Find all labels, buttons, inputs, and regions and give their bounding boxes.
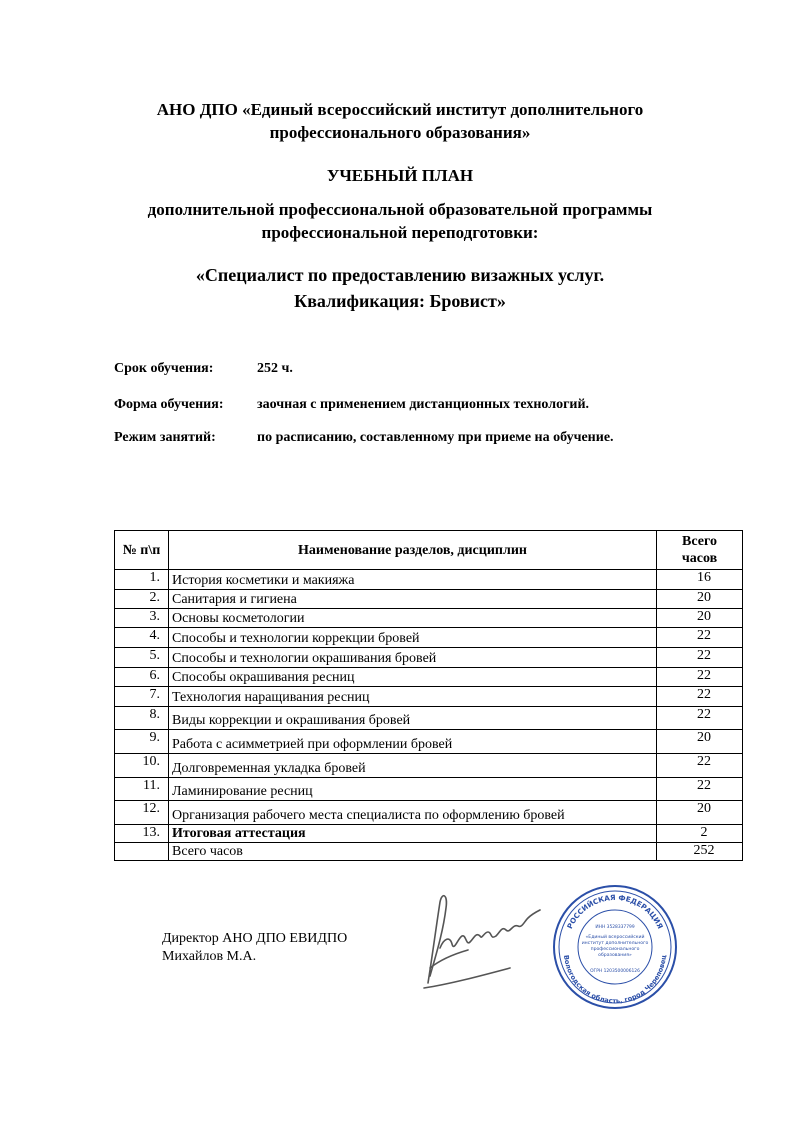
table-row (115, 754, 743, 778)
discipline-hours: 22 (657, 628, 743, 648)
discipline-hours: 22 (657, 754, 743, 778)
subtitle-line-2: профессиональной переподготовки: (261, 223, 539, 242)
hours-header-line-1: Всего (682, 534, 717, 549)
program-name (0, 262, 800, 314)
discipline-hours: 22 (657, 687, 743, 707)
column-header-hours (657, 531, 743, 570)
discipline-hours: 22 (657, 707, 743, 730)
discipline-name: Ламинирование ресниц (169, 778, 657, 801)
discipline-name: Организация рабочего места специалиста по оформлению бровей (169, 801, 657, 825)
table-row (115, 609, 743, 628)
table-row (115, 801, 743, 825)
row-number: 6. (115, 668, 169, 687)
director-name: Михайлов М.А. (162, 949, 257, 964)
row-number: 12. (115, 801, 169, 825)
schedule-label: Режим занятий: (114, 430, 216, 445)
director-block (162, 930, 347, 966)
table-row (115, 570, 743, 590)
discipline-name: Технология наращивания ресниц (169, 687, 657, 707)
table-row (115, 707, 743, 730)
document-title: УЧЕБНЫЙ ПЛАН (326, 166, 474, 185)
discipline-hours: 20 (657, 801, 743, 825)
organization-stamp (550, 882, 680, 1012)
stamp-top-text: РОССИЙСКАЯ ФЕДЕРАЦИЯ (565, 892, 665, 931)
org-line-1: АНО ДПО «Единый всероссийский институт дополнительного (156, 100, 644, 119)
total-row (115, 843, 743, 861)
subtitle-line-1: дополнительной профессиональной образовательной программы (147, 200, 653, 219)
director-title: Директор АНО ДПО ЕВИДПО (162, 931, 348, 946)
table-header-row (115, 531, 743, 570)
row-number: 8. (115, 707, 169, 730)
discipline-name: Санитария и гигиена (169, 590, 657, 609)
discipline-name: Долговременная укладка бровей (169, 754, 657, 778)
table-row (115, 648, 743, 668)
discipline-hours: 2 (657, 825, 743, 843)
discipline-name: Способы окрашивания ресниц (169, 668, 657, 687)
row-number: 1. (115, 570, 169, 590)
document-subtitle (0, 198, 800, 244)
discipline-hours: 16 (657, 570, 743, 590)
discipline-name: История косметики и макияжа (169, 570, 657, 590)
table-row (115, 628, 743, 648)
svg-text:институт дополнительного: институт дополнительного (581, 941, 649, 946)
schedule-row (114, 430, 614, 446)
stamp-bottom-text: Вологодская область, город Череповец (562, 954, 668, 1006)
row-number: 4. (115, 628, 169, 648)
form-row (114, 397, 589, 413)
stamp-center-text (582, 933, 649, 958)
discipline-hours: 22 (657, 778, 743, 801)
discipline-name: Работа с асимметрией при оформлении бровей (169, 730, 657, 754)
discipline-name: Основы косметологии (169, 609, 657, 628)
table-row (115, 687, 743, 707)
discipline-name: Способы и технологии коррекции бровей (169, 628, 657, 648)
discipline-name: Способы и технологии окрашивания бровей (169, 648, 657, 668)
program-line-2: Квалификация: Бровист» (294, 291, 506, 311)
table-row (115, 668, 743, 687)
total-value: 252 (657, 843, 743, 861)
svg-text:Вологодская область, город Чер (562, 954, 668, 1005)
svg-text:профессионального: профессионального (590, 947, 640, 952)
row-number: 2. (115, 590, 169, 609)
discipline-hours: 22 (657, 648, 743, 668)
organization-name (0, 98, 800, 144)
svg-text:образования»: образования» (598, 953, 632, 958)
row-number: 9. (115, 730, 169, 754)
row-number: 10. (115, 754, 169, 778)
discipline-hours: 20 (657, 590, 743, 609)
org-line-2: профессионального образования» (269, 123, 531, 142)
form-label: Форма обучения: (114, 397, 224, 412)
table-row (115, 730, 743, 754)
table-row (115, 825, 743, 843)
total-row-number (115, 843, 169, 861)
discipline-name: Виды коррекции и окрашивания бровей (169, 707, 657, 730)
discipline-hours: 20 (657, 730, 743, 754)
svg-text:«Единый всероссийский: «Единый всероссийский (585, 935, 645, 940)
discipline-hours: 20 (657, 609, 743, 628)
table-row (115, 590, 743, 609)
row-number: 7. (115, 687, 169, 707)
program-line-1: «Специалист по предоставлению визажных услуг. (195, 265, 605, 285)
hours-header-line-2: часов (681, 551, 718, 566)
discipline-name: Итоговая аттестация (169, 825, 657, 843)
stamp-ogrn: ОГРН 1203500006126 (590, 969, 640, 974)
stamp-inn: ИНН 3528337799 (595, 925, 635, 930)
row-number: 5. (115, 648, 169, 668)
duration-value: 252 ч. (257, 361, 293, 376)
duration-row (114, 361, 293, 377)
curriculum-table-body (115, 570, 743, 861)
total-label: Всего часов (169, 843, 657, 861)
duration-label: Срок обучения: (114, 361, 214, 376)
column-header-number: № п\п (115, 531, 169, 570)
row-number: 11. (115, 778, 169, 801)
discipline-hours: 22 (657, 668, 743, 687)
director-signature (410, 888, 550, 998)
row-number: 3. (115, 609, 169, 628)
column-header-name: Наименование разделов, дисциплин (169, 531, 657, 570)
form-value: заочная с применением дистанционных технологий. (257, 397, 590, 412)
row-number: 13. (115, 825, 169, 843)
schedule-value: по расписанию, составленному при приеме на обучение. (257, 430, 614, 445)
curriculum-table (114, 530, 743, 861)
table-row (115, 778, 743, 801)
